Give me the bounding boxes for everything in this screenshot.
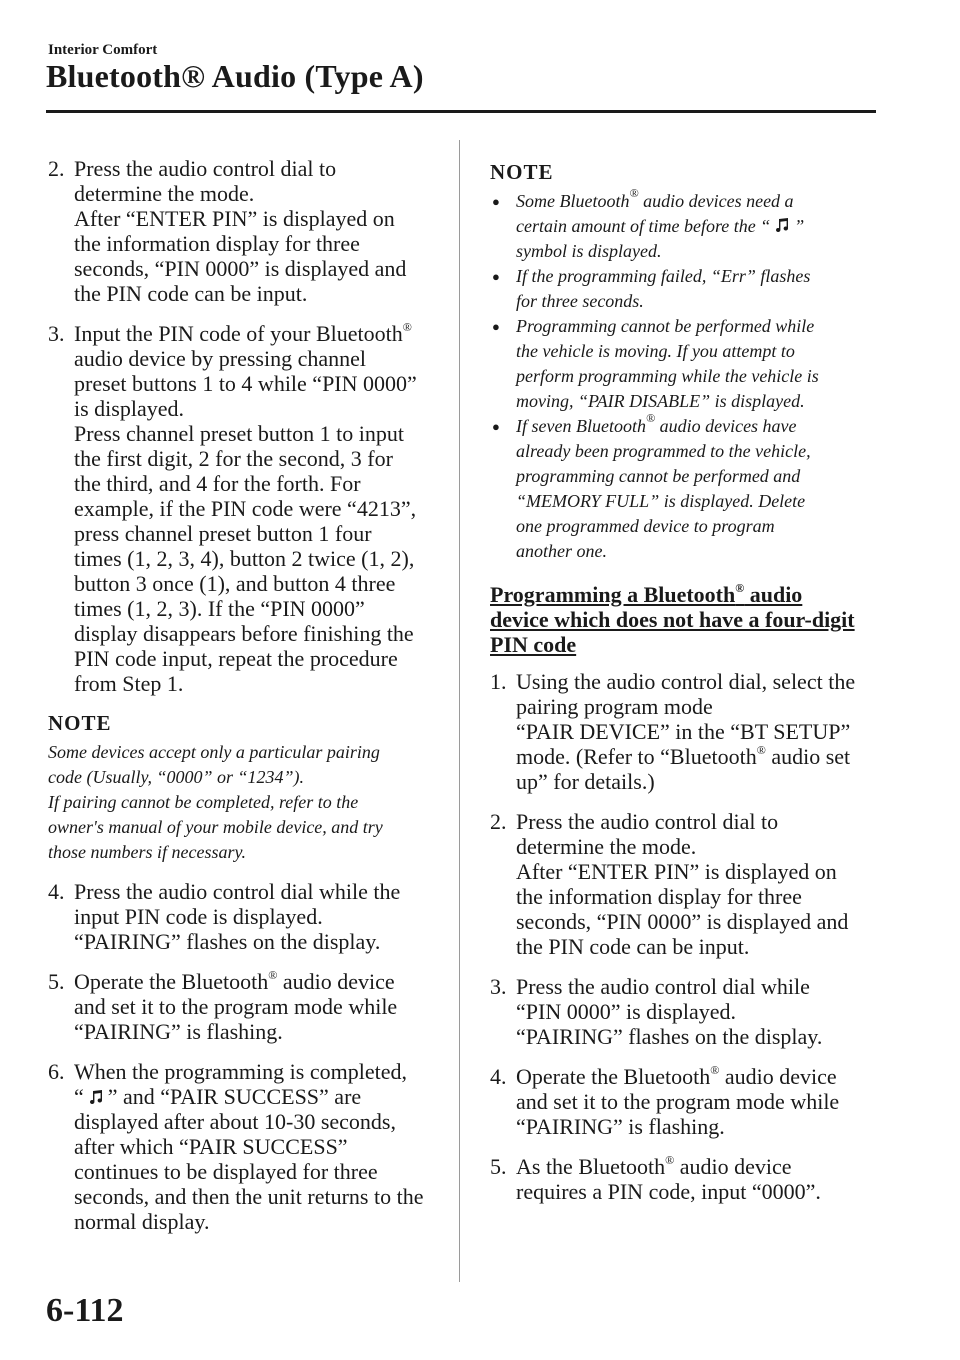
step-6 <box>48 1059 448 1234</box>
step-line: “PAIR DEVICE” in the “BT SETUP” <box>516 719 851 744</box>
note-text: the vehicle is moving. If you attempt to <box>516 341 795 361</box>
bullet-icon: ● <box>492 194 500 209</box>
right-column <box>490 156 880 1219</box>
step-line: Press channel preset button 1 to input <box>74 421 404 446</box>
title-rule <box>46 110 876 113</box>
step-line: the information display for three <box>74 231 360 256</box>
music-note-icon <box>88 1089 104 1105</box>
step-3 <box>490 974 880 1049</box>
step-5 <box>490 1154 880 1204</box>
step-line: the information display for three <box>516 884 802 909</box>
step-text: Operate the Bluetooth <box>516 1064 711 1089</box>
note-text: If seven Bluetooth <box>516 416 646 436</box>
step-number: 4. <box>48 879 65 904</box>
step-text: Input the PIN code of your Bluetooth <box>74 321 403 346</box>
note-text: audio devices need a <box>638 191 794 211</box>
step-line: audio device by pressing channel <box>74 346 367 371</box>
note-bullet <box>490 264 880 314</box>
note-text: already been programmed to the vehicle, <box>516 441 811 461</box>
step-line: input PIN code is displayed. <box>74 904 323 929</box>
step-line: When the programming is completed, <box>74 1059 407 1084</box>
note-bullet <box>490 186 880 264</box>
note-text: “MEMORY FULL” is displayed. Delete <box>516 491 806 511</box>
registered-mark: ® <box>268 968 278 982</box>
note-text: Programming cannot be performed while <box>516 316 815 336</box>
registered-mark: ® <box>710 1063 720 1077</box>
registered-mark: ® <box>735 581 745 595</box>
step-4 <box>490 1064 880 1139</box>
step-line: the PIN code can be input. <box>516 934 750 959</box>
note-line: owner's manual of your mobile device, and try <box>48 817 383 837</box>
step-line: the PIN code can be input. <box>74 281 308 306</box>
note-text: perform programming while the vehicle is <box>516 366 819 386</box>
step-text: Operate the Bluetooth <box>74 969 269 994</box>
note-text: audio devices have <box>655 416 797 436</box>
step-text: “ <box>74 1084 84 1109</box>
step-line: Using the audio control dial, select the <box>516 669 856 694</box>
step-line: “PAIRING” is flashing. <box>516 1114 725 1139</box>
step-line: continues to be displayed for three <box>74 1159 378 1184</box>
section-label: Interior Comfort <box>48 42 158 58</box>
registered-mark: ® <box>402 320 412 334</box>
step-line: and set it to the program mode while <box>516 1089 840 1114</box>
note-text: one programmed device to program <box>516 516 775 536</box>
note-text: Some Bluetooth <box>516 191 630 211</box>
step-line: times (1, 2, 3, 4), button 2 twice (1, 2), <box>74 546 415 571</box>
step-line: requires a PIN code, input “0000”. <box>516 1179 821 1204</box>
music-note-icon <box>774 217 790 233</box>
step-number: 6. <box>48 1059 65 1084</box>
step-line: the third, and 4 for the forth. For <box>74 471 361 496</box>
step-5 <box>48 969 448 1044</box>
step-number: 3. <box>490 974 507 999</box>
step-line: and set it to the program mode while <box>74 994 398 1019</box>
note-text: for three seconds. <box>516 291 644 311</box>
note-text: symbol is displayed. <box>516 241 662 261</box>
page-number: 6-112 <box>46 1292 124 1329</box>
step-text: As the Bluetooth <box>516 1154 666 1179</box>
step-line <box>516 744 880 769</box>
step-line <box>74 969 448 994</box>
step-line: normal display. <box>74 1209 210 1234</box>
note-bullet <box>490 411 880 564</box>
note-block <box>48 740 448 865</box>
step-line: seconds, “PIN 0000” is displayed and <box>74 256 407 281</box>
registered-mark: ® <box>665 1153 675 1167</box>
step-line <box>516 1064 880 1089</box>
step-line: “PAIRING” flashes on the display. <box>516 1024 823 1049</box>
registered-mark: ® <box>756 743 766 757</box>
step-line: After “ENTER PIN” is displayed on <box>516 859 837 884</box>
note-line: those numbers if necessary. <box>48 842 246 862</box>
step-line: the first digit, 2 for the second, 3 for <box>74 446 393 471</box>
note-text: certain amount of time before the “ <box>516 216 771 236</box>
note-line: code (Usually, “0000” or “1234”). <box>48 767 305 787</box>
note-text: programming cannot be performed and <box>516 466 801 486</box>
step-line: Press the audio control dial while the <box>74 879 401 904</box>
step-text: audio device <box>674 1154 792 1179</box>
registered-mark: ® <box>645 411 656 425</box>
step-line: from Step 1. <box>74 671 184 696</box>
bullet-icon: ● <box>492 419 500 434</box>
bullet-icon: ● <box>492 269 500 284</box>
step-line: “PIN 0000” is displayed. <box>516 999 736 1024</box>
step-text: ” and “PAIR SUCCESS” are <box>107 1084 362 1109</box>
step-line: example, if the PIN code were “4213”, <box>74 496 417 521</box>
note-line: If pairing cannot be completed, refer to the <box>48 792 359 812</box>
left-column <box>48 156 448 1249</box>
step-line: Press the audio control dial while <box>516 974 810 999</box>
step-number: 1. <box>490 669 507 694</box>
note-text: moving, “PAIR DISABLE” is displayed. <box>516 391 805 411</box>
page-title: Bluetooth® Audio (Type A) <box>46 58 424 94</box>
subheading-text: audio <box>744 582 803 607</box>
column-divider <box>459 140 460 1282</box>
note-bullets <box>490 186 880 564</box>
subheading-text: Programming a Bluetooth <box>490 582 736 607</box>
step-text: audio device <box>719 1064 837 1089</box>
step-line: seconds, and then the unit returns to the <box>74 1184 424 1209</box>
note-heading: NOTE <box>490 160 554 184</box>
registered-mark: ® <box>629 186 639 200</box>
step-line: determine the mode. <box>74 181 255 206</box>
step-number: 2. <box>490 809 507 834</box>
step-line: PIN code input, repeat the procedure <box>74 646 398 671</box>
step-text: audio set <box>765 744 851 769</box>
step-4 <box>48 879 448 954</box>
step-2 <box>48 156 448 306</box>
note-bullet <box>490 314 880 414</box>
step-line: pairing program mode <box>516 694 713 719</box>
note-text: ” <box>794 216 805 236</box>
step-line: displayed after about 10-30 seconds, <box>74 1109 396 1134</box>
step-line: is displayed. <box>74 396 184 421</box>
step-line: after which “PAIR SUCCESS” <box>74 1134 348 1159</box>
step-line <box>74 321 448 346</box>
step-line: Press the audio control dial to <box>516 809 779 834</box>
step-3 <box>48 321 448 696</box>
step-line: Press the audio control dial to <box>74 156 337 181</box>
subheading-text: PIN code <box>490 632 577 657</box>
step-line: seconds, “PIN 0000” is displayed and <box>516 909 849 934</box>
step-line: up” for details.) <box>516 769 655 794</box>
step-number: 3. <box>48 321 65 346</box>
step-line: preset buttons 1 to 4 while “PIN 0000” <box>74 371 417 396</box>
step-1 <box>490 669 880 794</box>
step-line: display disappears before finishing the <box>74 621 414 646</box>
step-number: 5. <box>48 969 65 994</box>
step-line: button 3 once (1), and button 4 three <box>74 571 396 596</box>
step-line: “PAIRING” is flashing. <box>74 1019 283 1044</box>
step-number: 4. <box>490 1064 507 1089</box>
step-line: determine the mode. <box>516 834 697 859</box>
step-line: press channel preset button 1 four <box>74 521 372 546</box>
step-text: mode. (Refer to “Bluetooth <box>516 744 757 769</box>
bullet-icon: ● <box>492 319 500 334</box>
note-line: Some devices accept only a particular pairing <box>48 742 380 762</box>
step-line <box>516 1154 880 1179</box>
step-line: times (1, 2, 3). If the “PIN 0000” <box>74 596 365 621</box>
step-line: “PAIRING” flashes on the display. <box>74 929 381 954</box>
step-number: 5. <box>490 1154 507 1179</box>
note-heading: NOTE <box>48 711 112 735</box>
note-text: If the programming failed, “Err” flashes <box>516 266 811 286</box>
step-text: audio device <box>277 969 395 994</box>
note-text: another one. <box>516 541 607 561</box>
step-number: 2. <box>48 156 65 181</box>
step-2 <box>490 809 880 959</box>
subheading-text: device which does not have a four-digit <box>490 607 855 632</box>
step-line <box>74 1084 448 1109</box>
section-subheading <box>490 582 880 657</box>
step-line: After “ENTER PIN” is displayed on <box>74 206 395 231</box>
